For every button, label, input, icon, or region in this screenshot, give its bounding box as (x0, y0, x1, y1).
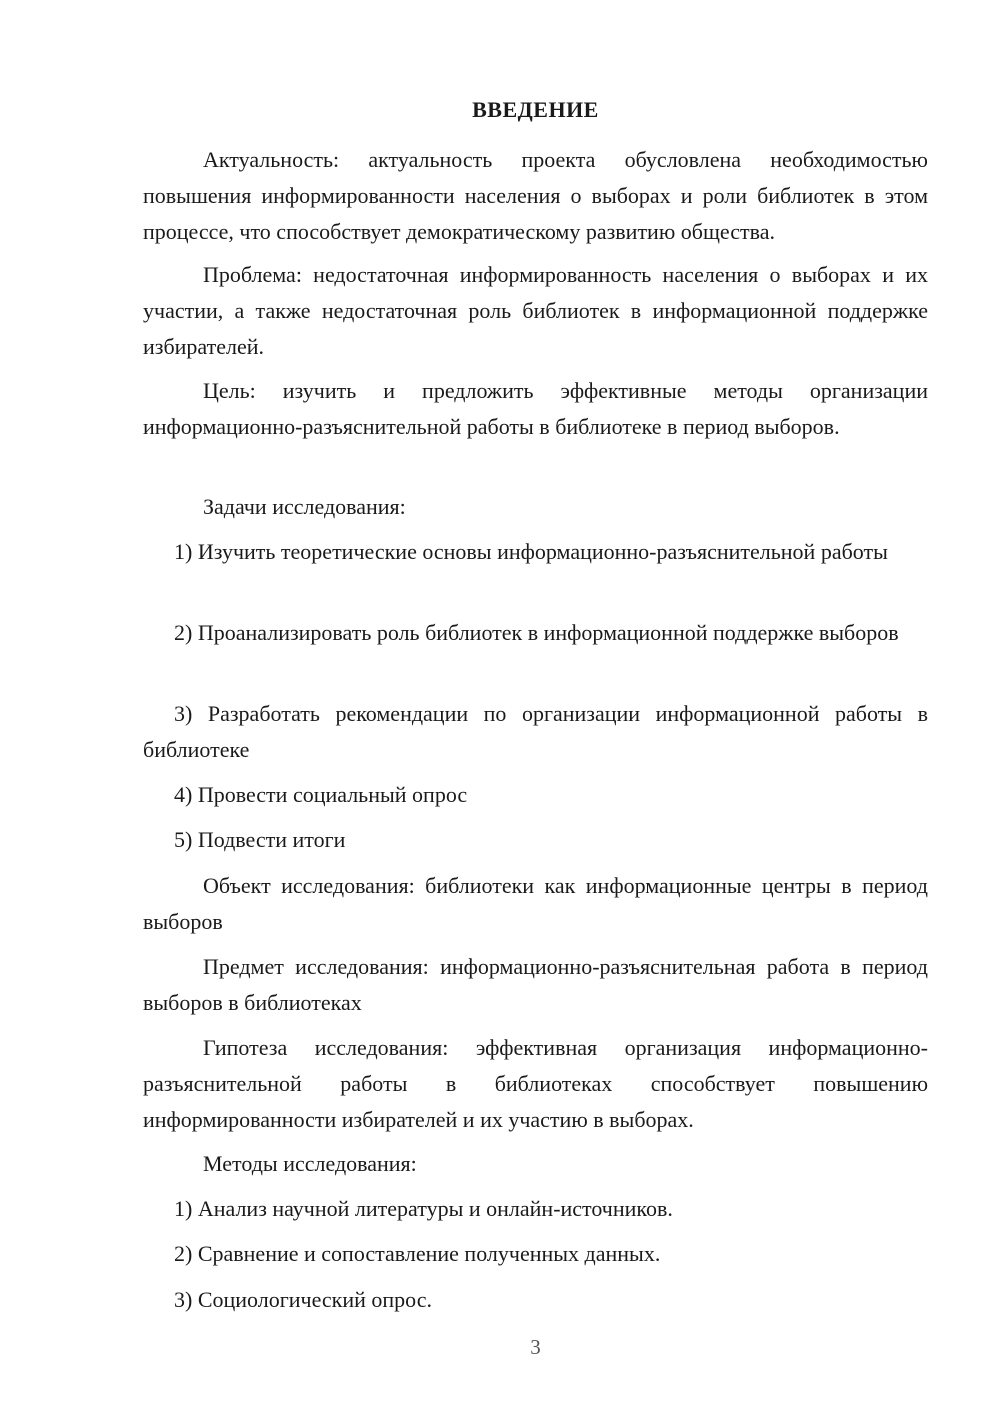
paragraph-hypothesis: Гипотеза исследования: эффективная организация информационно-разъяснительной работы в библиотеках способствует повышению информированности избирателей и их участию в выборах. (143, 1035, 928, 1132)
task-item-1: 1) Изучить теоретические основы информационно-разъяснительной работы (174, 539, 888, 564)
paragraph-relevance: Актуальность: актуальность проекта обусловлена необходимостью повышения информированности населения о выборах и роли библиотек в этом процессе, что способствует демократическому развитию общества. (143, 147, 928, 244)
task-item-5: 5) Подвести итоги (174, 827, 346, 852)
paragraph-goal: Цель: изучить и предложить эффективные методы организации информационно-разъяснительной работы в библиотеке в период выборов. (143, 378, 928, 439)
methods-heading: Методы исследования: (203, 1151, 417, 1176)
paragraph-object: Объект исследования: библиотеки как информационные центры в период выборов (143, 873, 928, 934)
document-page (143, 0, 928, 1414)
task-item-3: 3) Разработать рекомендации по организации информационной работы в библиотеке (143, 701, 928, 762)
task-item-2: 2) Проанализировать роль библиотек в информационной поддержке выборов (174, 620, 899, 645)
tasks-heading: Задачи исследования: (203, 494, 406, 519)
method-item-2: 2) Сравнение и сопоставление полученных данных. (174, 1241, 661, 1266)
method-item-1: 1) Анализ научной литературы и онлайн-источников. (174, 1196, 673, 1221)
page-title: ВВЕДЕНИЕ (472, 97, 599, 122)
paragraph-subject: Предмет исследования: информационно-разъяснительная работа в период выборов в библиотеках (143, 954, 928, 1015)
paragraph-problem: Проблема: недостаточная информированность населения о выборах и их участии, а также недостаточная роль библиотек в информационной поддержке избирателей. (143, 262, 928, 359)
task-item-4: 4) Провести социальный опрос (174, 782, 468, 807)
page-number: 3 (530, 1335, 541, 1359)
method-item-3: 3) Социологический опрос. (174, 1287, 432, 1312)
